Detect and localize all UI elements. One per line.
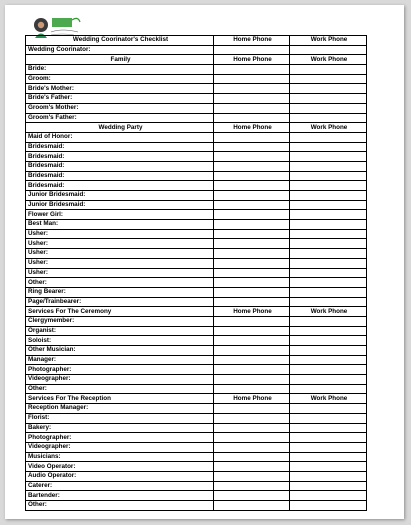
section-header-row: [26, 55, 367, 65]
checklist-row: [26, 249, 367, 259]
role-label: Junior Bridesmaid:: [26, 200, 214, 210]
work-phone-cell[interactable]: [290, 355, 367, 365]
checklist-row: [26, 384, 367, 394]
checklist-row: [26, 210, 367, 220]
checklist-row: [26, 481, 367, 491]
coordinator-row: [26, 45, 367, 55]
checklist-row: [26, 375, 367, 385]
role-label: Ring Bearer:: [26, 287, 214, 297]
checklist-row: [26, 278, 367, 288]
home-phone-header: Home Phone: [214, 36, 290, 46]
work-phone-cell[interactable]: [290, 239, 367, 249]
role-label: Flower Girl:: [26, 210, 214, 220]
work-phone-cell[interactable]: [290, 287, 367, 297]
home-phone-cell[interactable]: [214, 103, 290, 113]
role-label: Bartender:: [26, 491, 214, 501]
checklist-row: [26, 365, 367, 375]
role-label: Junior Bridesmaid:: [26, 191, 214, 201]
role-label: Page/Trainbearer:: [26, 297, 214, 307]
role-label: Video Operator:: [26, 462, 214, 472]
home-phone-cell[interactable]: [214, 452, 290, 462]
role-label: Photographer:: [26, 433, 214, 443]
work-phone-cell[interactable]: [290, 384, 367, 394]
home-phone-cell[interactable]: [214, 384, 290, 394]
checklist-row: [26, 161, 367, 171]
home-phone-cell[interactable]: [214, 287, 290, 297]
work-phone-cell[interactable]: [290, 501, 367, 511]
work-phone-cell[interactable]: [290, 326, 367, 336]
role-label: Reception Manager:: [26, 404, 214, 414]
role-label: Usher:: [26, 258, 214, 268]
checklist-row: [26, 65, 367, 75]
checklist-row: [26, 84, 367, 94]
work-phone-cell[interactable]: [290, 152, 367, 162]
role-label: Bride's Father:: [26, 94, 214, 104]
role-label: Usher:: [26, 229, 214, 239]
work-phone-cell[interactable]: [290, 336, 367, 346]
role-label: Other Musician:: [26, 346, 214, 356]
checklist-row: [26, 132, 367, 142]
checklist-row: [26, 413, 367, 423]
work-phone-cell[interactable]: [290, 84, 367, 94]
home-phone-cell[interactable]: [214, 462, 290, 472]
work-phone-cell[interactable]: [290, 45, 367, 55]
coordinator-label: Wedding Coorinator:: [26, 45, 214, 55]
section-header-row: [26, 394, 367, 404]
work-phone-cell[interactable]: [290, 220, 367, 230]
role-label: Caterer:: [26, 481, 214, 491]
work-phone-cell[interactable]: [290, 210, 367, 220]
home-phone-cell[interactable]: [214, 249, 290, 259]
home-phone-cell[interactable]: [214, 481, 290, 491]
home-phone-header: Home Phone: [214, 307, 290, 317]
checklist-row: [26, 200, 367, 210]
section-heading: Services For The Ceremony: [26, 307, 214, 317]
work-phone-cell[interactable]: [290, 94, 367, 104]
home-phone-cell[interactable]: [214, 181, 290, 191]
home-phone-cell[interactable]: [214, 94, 290, 104]
work-phone-cell[interactable]: [290, 132, 367, 142]
work-phone-cell[interactable]: [290, 404, 367, 414]
role-label: Clergymember:: [26, 316, 214, 326]
work-phone-cell[interactable]: [290, 171, 367, 181]
home-phone-cell[interactable]: [214, 132, 290, 142]
title-row: [26, 36, 367, 46]
home-phone-cell[interactable]: [214, 45, 290, 55]
role-label: Bride's Mother:: [26, 84, 214, 94]
work-phone-cell[interactable]: [290, 268, 367, 278]
home-phone-cell[interactable]: [214, 220, 290, 230]
checklist-row: [26, 452, 367, 462]
role-label: Groom's Mother:: [26, 103, 214, 113]
work-phone-cell[interactable]: [290, 142, 367, 152]
checklist-row: [26, 471, 367, 481]
checklist-row: [26, 229, 367, 239]
work-phone-cell[interactable]: [290, 375, 367, 385]
home-phone-cell[interactable]: [214, 191, 290, 201]
home-phone-cell[interactable]: [214, 152, 290, 162]
checklist-row: [26, 491, 367, 501]
work-phone-cell[interactable]: [290, 316, 367, 326]
home-phone-cell[interactable]: [214, 268, 290, 278]
home-phone-header: Home Phone: [214, 394, 290, 404]
role-label: Maid of Honor:: [26, 132, 214, 142]
work-phone-cell[interactable]: [290, 74, 367, 84]
home-phone-cell[interactable]: [214, 355, 290, 365]
home-phone-cell[interactable]: [214, 161, 290, 171]
work-phone-header: Work Phone: [290, 394, 367, 404]
work-phone-header: Work Phone: [290, 36, 367, 46]
role-label: Best Man:: [26, 220, 214, 230]
role-label: Manager:: [26, 355, 214, 365]
section-heading: Services For The Reception: [26, 394, 214, 404]
home-phone-cell[interactable]: [214, 200, 290, 210]
section-header-row: [26, 307, 367, 317]
role-label: Photographer:: [26, 365, 214, 375]
checklist-page: [5, 5, 404, 519]
role-label: Bride:: [26, 65, 214, 75]
role-label: Organist:: [26, 326, 214, 336]
home-phone-cell[interactable]: [214, 297, 290, 307]
role-label: Other:: [26, 384, 214, 394]
home-phone-cell[interactable]: [214, 258, 290, 268]
home-phone-cell[interactable]: [214, 210, 290, 220]
role-label: Usher:: [26, 239, 214, 249]
checklist-row: [26, 355, 367, 365]
home-phone-cell[interactable]: [214, 433, 290, 443]
checklist-row: [26, 433, 367, 443]
checklist-row: [26, 113, 367, 123]
work-phone-cell[interactable]: [290, 481, 367, 491]
home-phone-header: Home Phone: [214, 123, 290, 133]
role-label: Videographer:: [26, 375, 214, 385]
role-label: Bridesmaid:: [26, 181, 214, 191]
home-phone-header: Home Phone: [214, 55, 290, 65]
work-phone-cell[interactable]: [290, 452, 367, 462]
work-phone-cell[interactable]: [290, 491, 367, 501]
checklist-row: [26, 258, 367, 268]
role-label: Bridesmaid:: [26, 142, 214, 152]
checklist-row: [26, 220, 367, 230]
home-phone-cell[interactable]: [214, 471, 290, 481]
home-phone-cell[interactable]: [214, 316, 290, 326]
checklist-row: [26, 326, 367, 336]
home-phone-cell[interactable]: [214, 375, 290, 385]
home-phone-cell[interactable]: [214, 113, 290, 123]
checklist-row: [26, 442, 367, 452]
role-label: Videographer:: [26, 442, 214, 452]
checklist-row: [26, 239, 367, 249]
work-phone-header: Work Phone: [290, 307, 367, 317]
home-phone-cell[interactable]: [214, 74, 290, 84]
work-phone-cell[interactable]: [290, 471, 367, 481]
checklist-row: [26, 181, 367, 191]
checklist-row: [26, 171, 367, 181]
work-phone-header: Work Phone: [290, 123, 367, 133]
checklist-row: [26, 142, 367, 152]
work-phone-cell[interactable]: [290, 413, 367, 423]
work-phone-header: Work Phone: [290, 55, 367, 65]
work-phone-cell[interactable]: [290, 462, 367, 472]
home-phone-cell[interactable]: [214, 239, 290, 249]
role-label: Soloist:: [26, 336, 214, 346]
work-phone-cell[interactable]: [290, 191, 367, 201]
home-phone-cell[interactable]: [214, 171, 290, 181]
role-label: Usher:: [26, 268, 214, 278]
section-header-row: [26, 123, 367, 133]
checklist-row: [26, 423, 367, 433]
home-phone-cell[interactable]: [214, 278, 290, 288]
home-phone-cell[interactable]: [214, 501, 290, 511]
work-phone-cell[interactable]: [290, 297, 367, 307]
checklist-row: [26, 346, 367, 356]
role-label: Usher:: [26, 249, 214, 259]
work-phone-cell[interactable]: [290, 442, 367, 452]
role-label: Musicians:: [26, 452, 214, 462]
document-title: Wedding Coorinator's Checklist: [26, 36, 214, 46]
role-label: Groom's Father:: [26, 113, 214, 123]
checklist-row: [26, 74, 367, 84]
home-phone-cell[interactable]: [214, 346, 290, 356]
checklist-row: [26, 191, 367, 201]
checklist-row: [26, 268, 367, 278]
work-phone-cell[interactable]: [290, 200, 367, 210]
home-phone-cell[interactable]: [214, 491, 290, 501]
checklist-row: [26, 152, 367, 162]
work-phone-cell[interactable]: [290, 433, 367, 443]
role-label: Other:: [26, 501, 214, 511]
role-label: Other:: [26, 278, 214, 288]
work-phone-cell[interactable]: [290, 103, 367, 113]
home-phone-cell[interactable]: [214, 413, 290, 423]
work-phone-cell[interactable]: [290, 346, 367, 356]
role-label: Groom:: [26, 74, 214, 84]
role-label: Bridesmaid:: [26, 171, 214, 181]
checklist-row: [26, 103, 367, 113]
home-phone-cell[interactable]: [214, 229, 290, 239]
section-heading: Family: [26, 55, 214, 65]
work-phone-cell[interactable]: [290, 229, 367, 239]
work-phone-cell[interactable]: [290, 278, 367, 288]
home-phone-cell[interactable]: [214, 336, 290, 346]
checklist-table: [25, 35, 367, 511]
home-phone-cell[interactable]: [214, 365, 290, 375]
role-label: Florist:: [26, 413, 214, 423]
checklist-row: [26, 316, 367, 326]
home-phone-cell[interactable]: [214, 404, 290, 414]
section-heading: Wedding Party: [26, 123, 214, 133]
home-phone-cell[interactable]: [214, 442, 290, 452]
role-label: Bridesmaid:: [26, 161, 214, 171]
work-phone-cell[interactable]: [290, 113, 367, 123]
home-phone-cell[interactable]: [214, 84, 290, 94]
work-phone-cell[interactable]: [290, 365, 367, 375]
home-phone-cell[interactable]: [214, 423, 290, 433]
home-phone-cell[interactable]: [214, 65, 290, 75]
work-phone-cell[interactable]: [290, 181, 367, 191]
checklist-row: [26, 297, 367, 307]
checklist-row: [26, 336, 367, 346]
checklist-row: [26, 94, 367, 104]
role-label: Audio Operator:: [26, 471, 214, 481]
checklist-row: [26, 462, 367, 472]
work-phone-cell[interactable]: [290, 161, 367, 171]
checklist-row: [26, 404, 367, 414]
work-phone-cell[interactable]: [290, 258, 367, 268]
checklist-row: [26, 501, 367, 511]
home-phone-cell[interactable]: [214, 326, 290, 336]
work-phone-cell[interactable]: [290, 249, 367, 259]
work-phone-cell[interactable]: [290, 65, 367, 75]
checklist-row: [26, 287, 367, 297]
role-label: Bakery:: [26, 423, 214, 433]
role-label: Bridesmaid:: [26, 152, 214, 162]
work-phone-cell[interactable]: [290, 423, 367, 433]
home-phone-cell[interactable]: [214, 142, 290, 152]
